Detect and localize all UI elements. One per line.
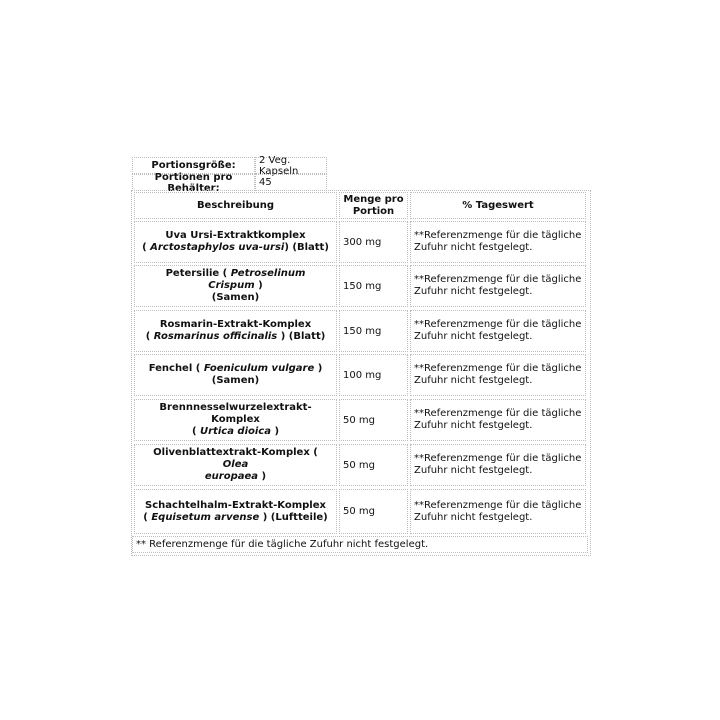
ingredient-daily-value: **Referenzmenge für die tägliche Zufuhr nicht festgelegt. xyxy=(410,265,586,307)
ingredient-daily-value: **Referenzmenge für die tägliche Zufuhr nicht festgelegt. xyxy=(410,444,586,486)
ingredient-daily-value: **Referenzmenge für die tägliche Zufuhr nicht festgelegt. xyxy=(410,354,586,396)
ingredient-daily-value: **Referenzmenge für die tägliche Zufuhr nicht festgelegt. xyxy=(410,310,586,352)
ingredient-daily-value: **Referenzmenge für die tägliche Zufuhr nicht festgelegt. xyxy=(410,221,586,263)
ingredient-description: Olivenblattextrakt-Komplex ( Olea europaea ) xyxy=(134,444,337,486)
ingredient-description: Rosmarin-Extrakt-Komplex ( Rosmarinus officinalis ) (Blatt) xyxy=(134,310,337,352)
ingredient-description: Brennnesselwurzelextrakt-Komplex ( Urtica dioica ) xyxy=(134,399,337,441)
ingredient-amount: 50 mg xyxy=(339,399,408,441)
ingredient-description: Fenchel ( Foeniculum vulgare ) (Samen) xyxy=(134,354,337,396)
ingredient-description: Schachtelhalm-Extrakt-Komplex ( Equisetum arvense ) (Luftteile) xyxy=(134,489,337,534)
servings-per-container-value: 45 xyxy=(255,174,327,191)
ingredient-amount: 150 mg xyxy=(339,310,408,352)
header-description: Beschreibung xyxy=(134,192,337,219)
ingredient-amount: 150 mg xyxy=(339,265,408,307)
ingredient-daily-value: **Referenzmenge für die tägliche Zufuhr nicht festgelegt. xyxy=(410,489,586,534)
servings-per-container-label: Portionen pro Behälter: xyxy=(132,174,255,191)
serving-size-value: 2 Veg. Kapseln xyxy=(255,157,327,174)
header-amount xyxy=(339,192,408,219)
serving-size-label: Portionsgröße: xyxy=(132,157,255,174)
ingredient-amount: 50 mg xyxy=(339,489,408,534)
ingredient-description: Uva Ursi-Extraktkomplex ( Arctostaphylos uva-ursi) (Blatt) xyxy=(134,221,337,263)
header-amount-line1: Menge pro xyxy=(343,193,404,205)
footnote: ** Referenzmenge für die tägliche Zufuhr nicht festgelegt. xyxy=(132,536,588,553)
header-amount-line2: Portion xyxy=(352,205,395,217)
ingredient-description: Petersilie ( Petroselinum Crispum ) (Samen) xyxy=(134,265,337,307)
header-daily-value: % Tageswert xyxy=(410,192,586,219)
ingredient-amount: 300 mg xyxy=(339,221,408,263)
ingredient-daily-value: **Referenzmenge für die tägliche Zufuhr nicht festgelegt. xyxy=(410,399,586,441)
ingredient-amount: 100 mg xyxy=(339,354,408,396)
ingredient-amount: 50 mg xyxy=(339,444,408,486)
